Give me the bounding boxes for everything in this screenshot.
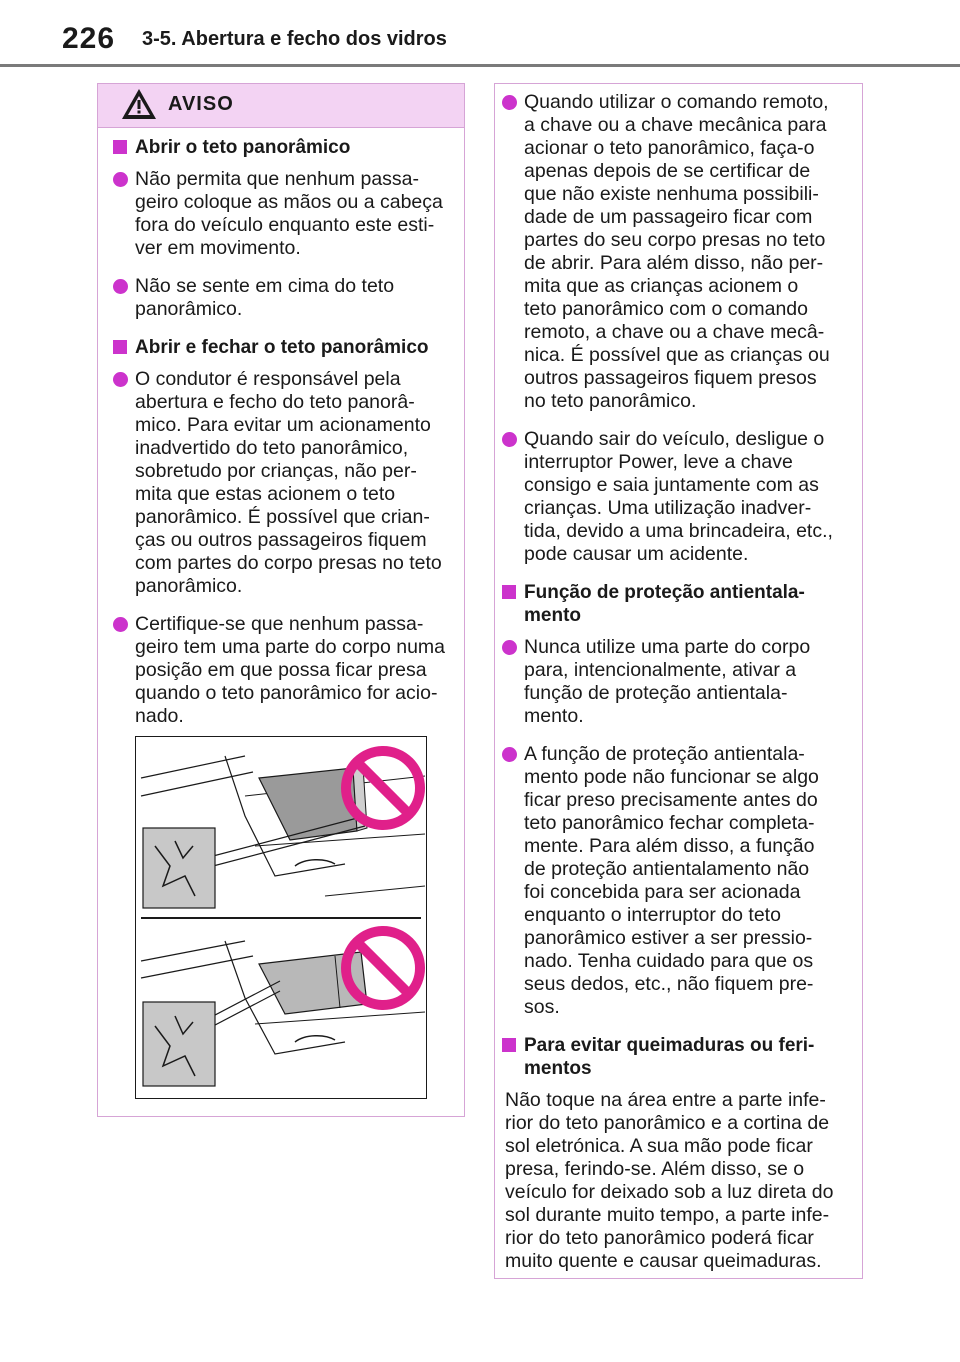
- round-bullet-icon: [502, 95, 517, 110]
- bullet-item: Não se sente em cima do teto panorâmico.: [108, 275, 456, 321]
- section-title: 3-5. Abertura e fecho dos vidros: [142, 28, 447, 50]
- square-bullet-icon: [502, 585, 516, 599]
- heading-abrir-fechar: Abrir e fechar o teto panorâmico: [108, 336, 456, 359]
- warning-box-right: [494, 83, 863, 1279]
- paragraph-queimaduras: Não toque na área entre a parte infe- rior do teto panorâmico e a cortina de sol eletrónica. A sua mão pode ficar presa, ferindo-se. Além disso, se o veículo for deixado sob a luz direta do sol durante muito tempo, a parte infe- rior do teto panorâmico poderá ficar muito quente e causar queimaduras.: [505, 1089, 834, 1272]
- round-bullet-icon: [502, 747, 517, 762]
- aviso-label: AVISO: [168, 93, 234, 115]
- round-bullet-icon: [113, 279, 128, 294]
- bullet-item: Quando utilizar o comando remoto, a chave ou a chave mecânica para acionar o teto panorâmico, faça-o apenas depois de se certificar de que não existe nenhuma possibili- dade de um passageiro ficar com partes do seu corpo presas no teto de abrir. Para além disso, não per- mita que as crianças acionem o teto panorâmico com o comando remoto, a chave ou a chave mecâ- nica. É possível que as crianças ou outros passageiros fiquem presos no teto panorâmico.: [497, 91, 856, 413]
- aviso-band: [98, 84, 464, 128]
- page-number: 226: [62, 22, 116, 55]
- round-bullet-icon: [502, 640, 517, 655]
- bullet-item: A função de proteção antientala- mento pode não funcionar se algo ficar preso precisamente antes do teto panorâmico fechar completa- mente. Para além disso, a função de proteção antientalamento não foi concebida para ser acionada enquanto o interruptor do teto panorâmico estiver a ser pressio- nado. Tenha cuidado para que os seus dedos, etc., não fiquem pre- sos.: [497, 743, 856, 1019]
- header-rule: [0, 64, 960, 67]
- round-bullet-icon: [113, 372, 128, 387]
- bullet-item: Não permita que nenhum passa- geiro coloque as mãos ou a cabeça fora do veículo enquanto este esti- ver em movimento.: [108, 168, 456, 260]
- round-bullet-icon: [502, 432, 517, 447]
- square-bullet-icon: [113, 140, 127, 154]
- left-content: [108, 136, 456, 743]
- round-bullet-icon: [113, 172, 128, 187]
- square-bullet-icon: [502, 1038, 516, 1052]
- bullet-item: Certifique-se que nenhum passa- geiro tem uma parte do corpo numa posição em que possa ficar presa quando o teto panorâmico for acio- nado.: [108, 613, 456, 728]
- bullet-item: O condutor é responsável pela abertura e fecho do teto panorâ- mico. Para evitar um acionamento inadvertido do teto panorâmico, sobretudo por crianças, não per- mita que estas acionem o teto panorâmico. É possível que crian- ças ou outros passageiros fiquem com partes do corpo presas no teto panorâmico.: [108, 368, 456, 598]
- heading-funcao-protecao: Função de proteção antientala- mento: [497, 581, 856, 627]
- warning-box-left: [97, 83, 465, 1117]
- warning-triangle-icon: [120, 87, 158, 121]
- round-bullet-icon: [113, 617, 128, 632]
- heading-queimaduras: Para evitar queimaduras ou feri- mentos: [497, 1034, 856, 1080]
- heading-abrir-teto: Abrir o teto panorâmico: [108, 136, 456, 159]
- square-bullet-icon: [113, 340, 127, 354]
- right-content: [497, 91, 856, 1273]
- illustration-panoramic-roof: [135, 736, 427, 1099]
- bullet-item: Quando sair do veículo, desligue o interruptor Power, leve a chave consigo e saia juntamente com as crianças. Uma utilização inadver- tida, devido a uma brincadeira, etc., pode causar um acidente.: [497, 428, 856, 566]
- bullet-item: Nunca utilize uma parte do corpo para, intencionalmente, ativar a função de proteção antientala- mento.: [497, 636, 856, 728]
